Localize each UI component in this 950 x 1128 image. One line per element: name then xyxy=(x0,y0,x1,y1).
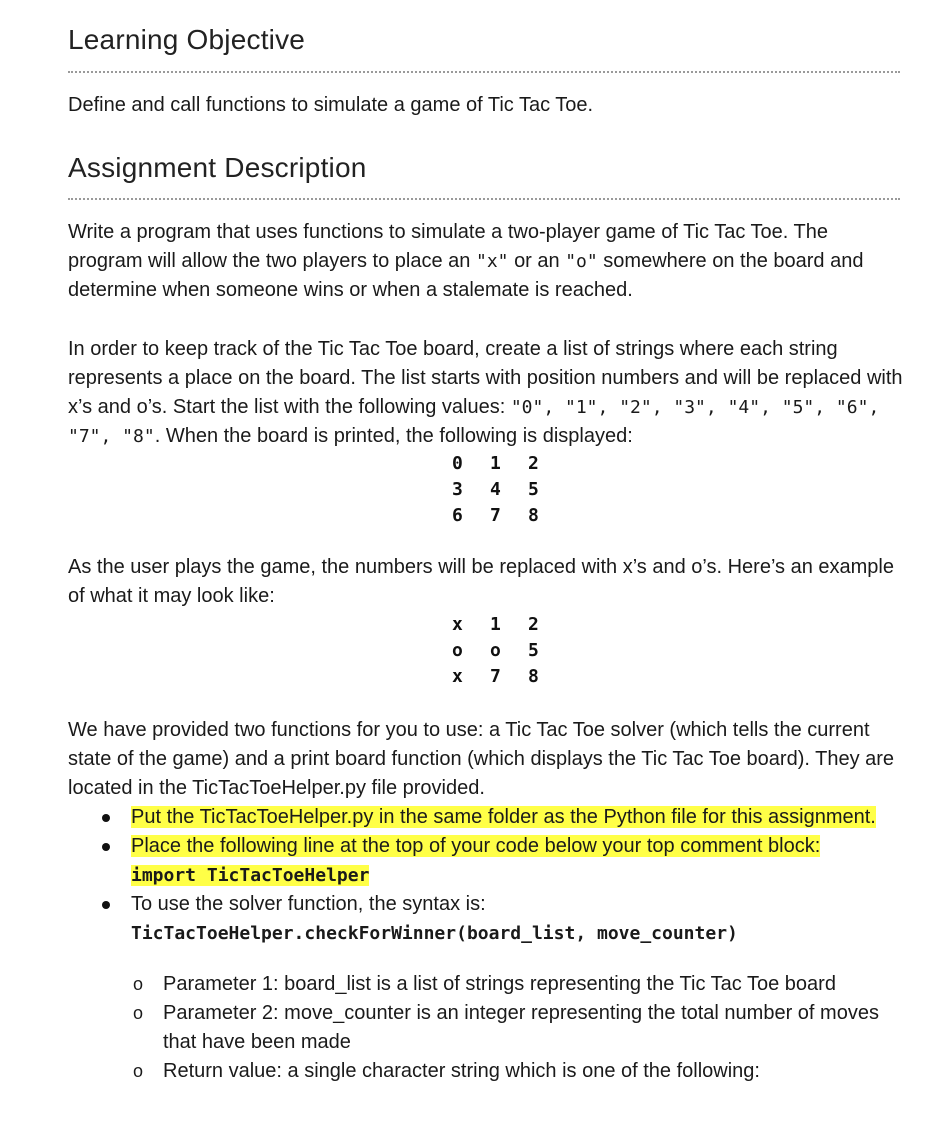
board-cell: 5 xyxy=(528,640,539,661)
initial-values-literal: "0", "1", "2", "3", "4", "5", "6", "7", "8" xyxy=(68,397,880,447)
board-cell: x xyxy=(452,666,463,687)
board-cell: 6 xyxy=(452,505,463,526)
board-cell: 5 xyxy=(528,479,539,500)
intro-text: Write a program that uses functions to simulate a two-player game of Tic Tac Toe. The program will allow the two players to place an xyxy=(68,221,828,272)
highlighted-instruction: Put the TicTacToeHelper.py in the same folder as the Python file for this assignment. xyxy=(131,806,876,828)
board-row xyxy=(452,477,566,503)
heading-divider xyxy=(68,198,900,200)
circle-bullet-icon: o xyxy=(133,1003,144,1023)
return-value-text: Return value: a single character string which is one of the following: xyxy=(163,1060,760,1082)
list-item xyxy=(96,832,906,890)
parameters-list xyxy=(96,970,906,1086)
board-row xyxy=(452,638,566,664)
parameter-2-text: Parameter 2: move_counter is an integer representing the total number of moves that have been made xyxy=(163,1002,879,1053)
example-board-display xyxy=(452,612,566,690)
circle-bullet-icon: o xyxy=(133,974,144,994)
example-paragraph: As the user plays the game, the numbers will be replaced with x’s and o’s. Here’s an example of what it may look like: xyxy=(68,556,894,607)
intro-text-end: somewhere on the board and determine when someone wins or when a stalemate is reached. xyxy=(68,250,864,301)
board-cell: 1 xyxy=(490,614,501,635)
helper-functions-paragraph: We have provided two functions for you to use: a Tic Tac Toe solver (which tells the current state of the game) and a print board function (which displays the Tic Tac Toe board). They are located in the TicTacToeHelper.py file provided. xyxy=(68,719,895,799)
board-cell: o xyxy=(452,640,463,661)
assignment-description-heading: Assignment Description xyxy=(68,152,367,183)
board-cell: x xyxy=(452,614,463,635)
board-cell: 8 xyxy=(528,666,539,687)
objective-text: Define and call functions to simulate a game of Tic Tac Toe. xyxy=(68,94,594,116)
board-cell: 0 xyxy=(452,453,463,474)
board-cell: 3 xyxy=(452,479,463,500)
list-item xyxy=(96,890,906,948)
learning-objective-heading: Learning Objective xyxy=(68,24,306,55)
board-list-text-end: . When the board is printed, the following is displayed: xyxy=(154,425,633,447)
board-cell: 2 xyxy=(528,453,539,474)
board-list-text: In order to keep track of the Tic Tac Toe board, create a list of strings where each string represents a place on the board. The list starts with position numbers and will be replaced with x’s and o’s. Start the list with the following values: xyxy=(68,338,903,418)
board-row xyxy=(452,451,566,477)
parameter-1-text: Parameter 1: board_list is a list of strings representing the Tic Tac Toe board xyxy=(163,973,836,995)
bullet-dot-icon xyxy=(102,843,110,851)
initial-board-display xyxy=(452,451,566,529)
highlighted-instruction: Place the following line at the top of your code below your top comment block: xyxy=(131,835,821,857)
x-literal: "x" xyxy=(475,251,509,272)
instructions-list xyxy=(96,803,906,948)
bullet-dot-icon xyxy=(102,901,110,909)
board-cell: 7 xyxy=(490,505,501,526)
board-cell: 1 xyxy=(490,453,501,474)
board-cell: 7 xyxy=(490,666,501,687)
board-row xyxy=(452,503,566,529)
list-item xyxy=(96,999,906,1057)
board-cell: o xyxy=(490,640,501,661)
intro-text-or: or an xyxy=(514,250,560,272)
board-cell: 8 xyxy=(528,505,539,526)
list-item xyxy=(96,1057,906,1086)
solver-syntax-code: TicTacToeHelper.checkForWinner(board_list, move_counter) xyxy=(131,923,738,944)
bullet-dot-icon xyxy=(102,814,110,822)
board-cell: 4 xyxy=(490,479,501,500)
board-row xyxy=(452,664,566,690)
list-item xyxy=(96,803,906,832)
list-item xyxy=(96,970,906,999)
import-code: import TicTacToeHelper xyxy=(131,865,370,886)
o-literal: "o" xyxy=(565,251,598,272)
solver-instruction: To use the solver function, the syntax is: xyxy=(131,893,486,915)
intro-paragraph xyxy=(68,218,908,305)
circle-bullet-icon: o xyxy=(133,1061,144,1081)
board-cell: 2 xyxy=(528,614,539,635)
heading-divider xyxy=(68,71,900,73)
board-list-paragraph xyxy=(68,335,908,451)
board-row xyxy=(452,612,566,638)
